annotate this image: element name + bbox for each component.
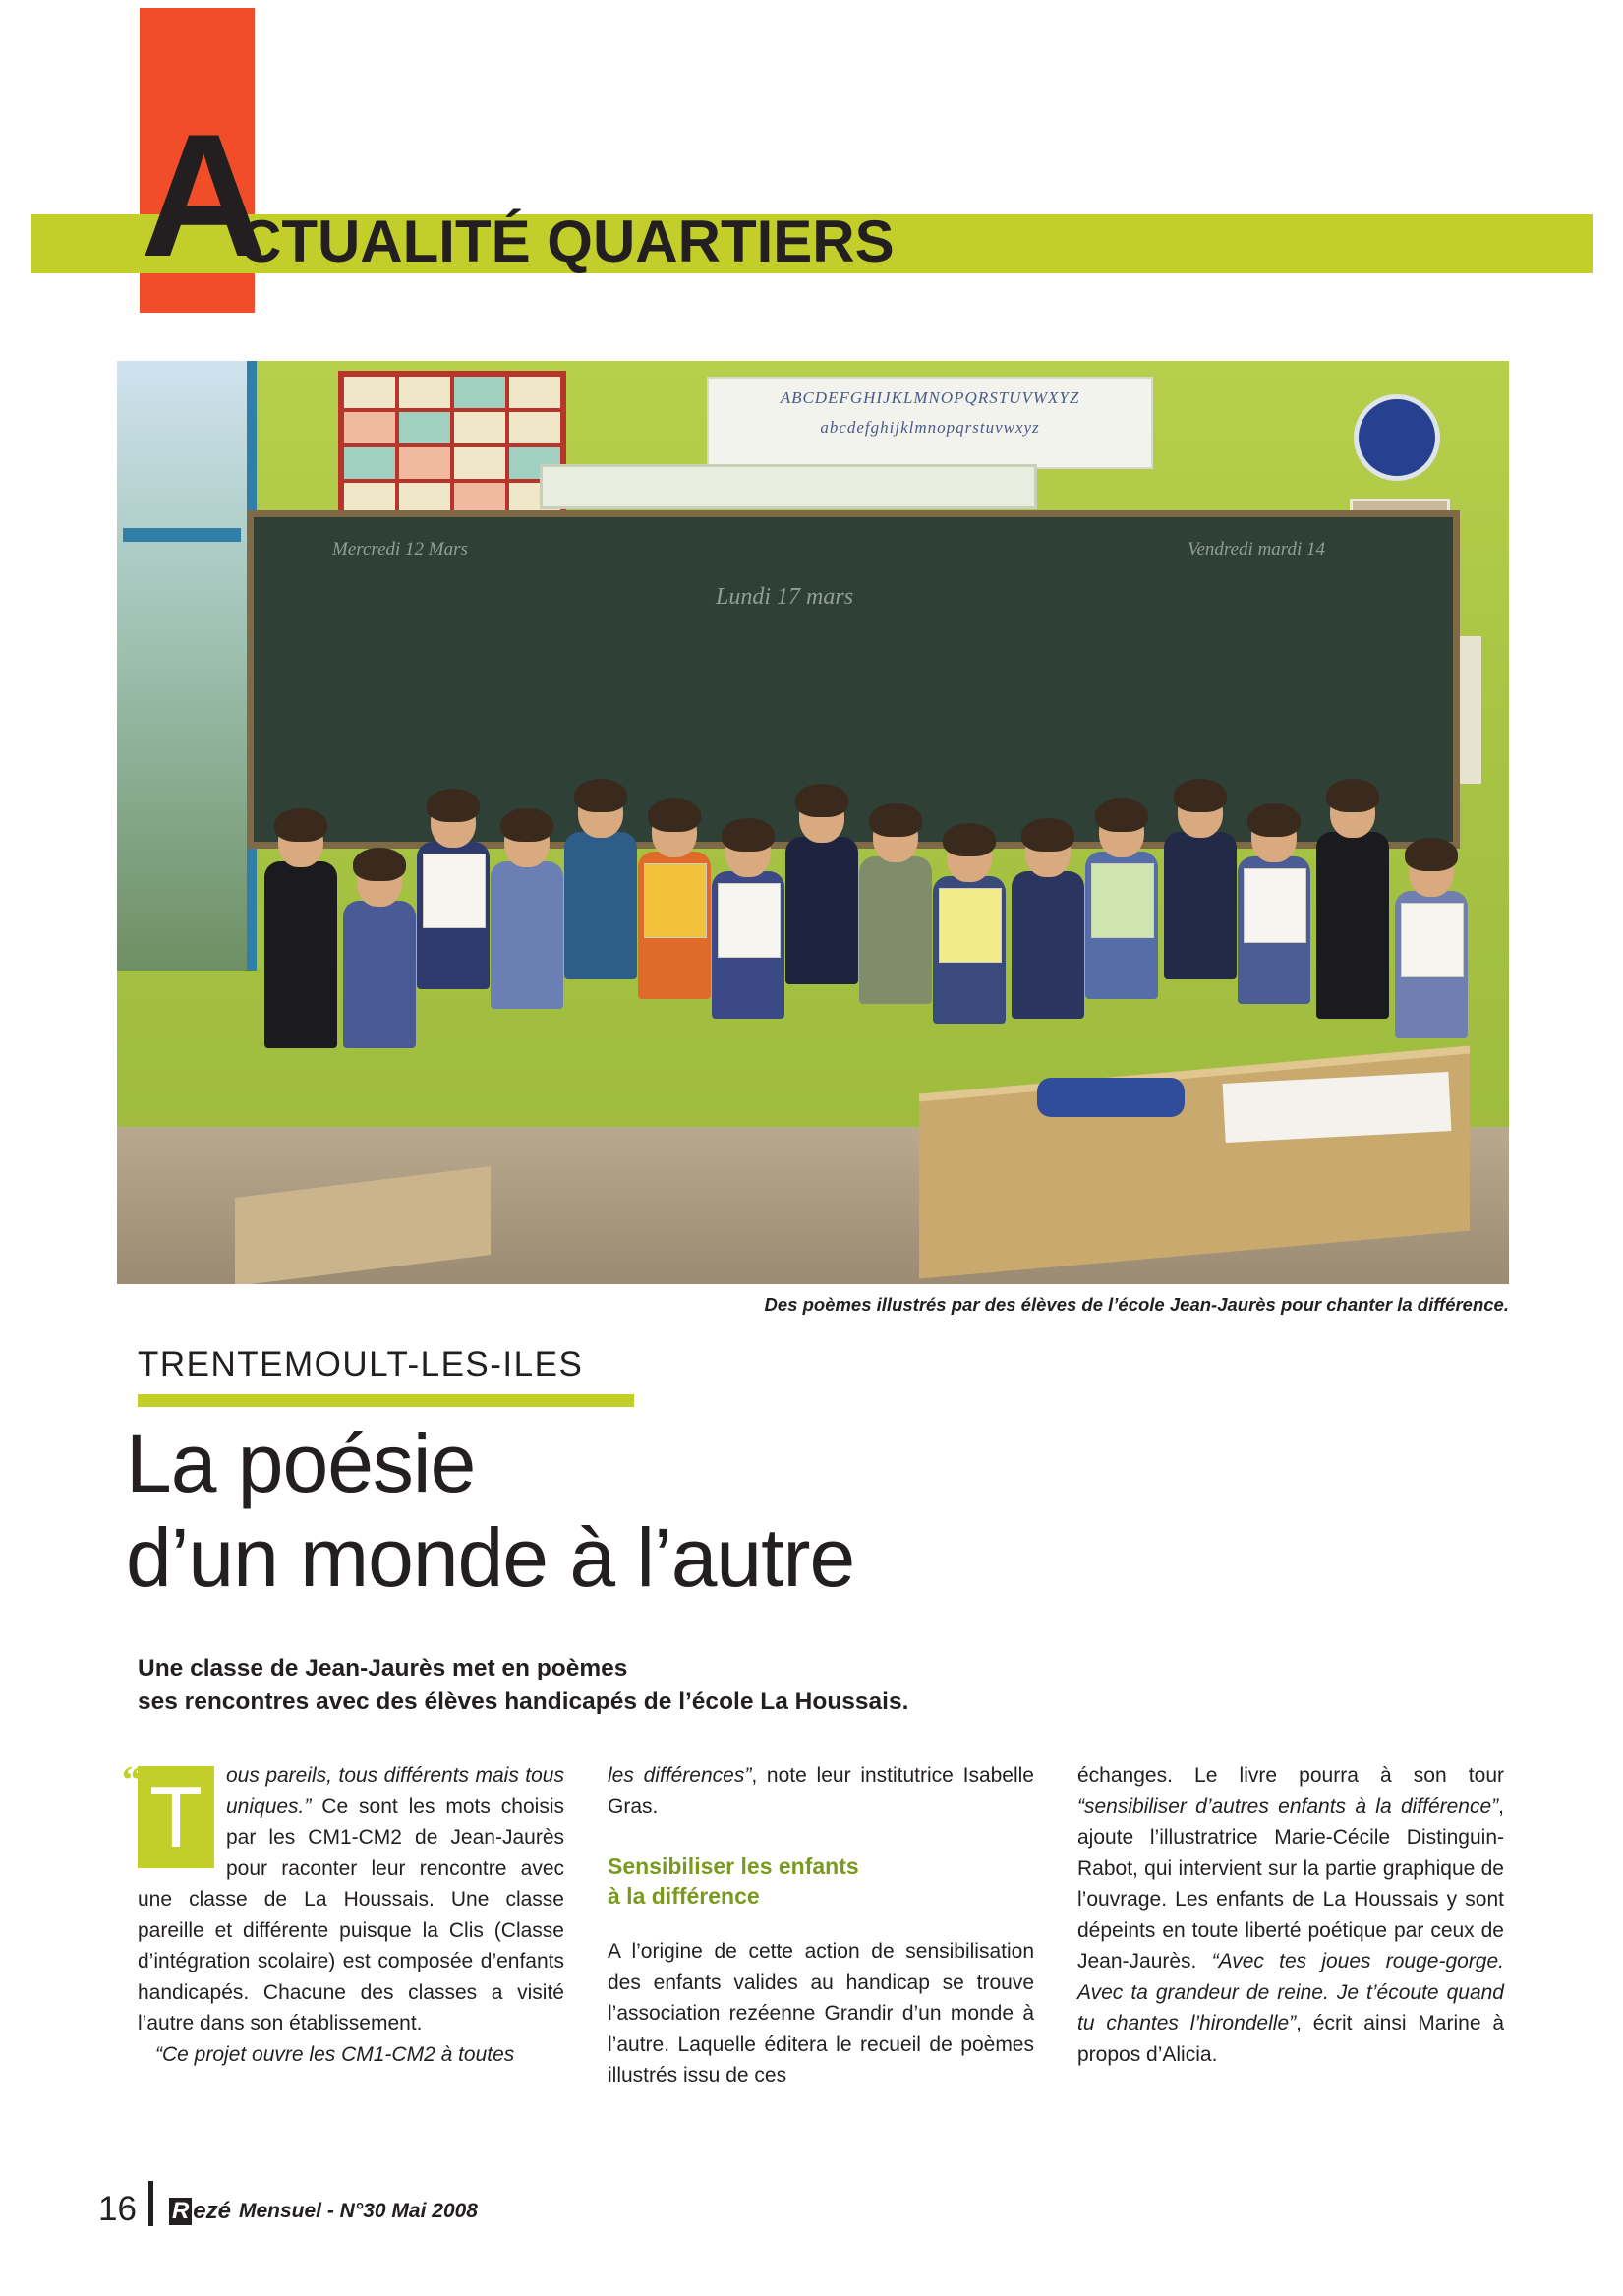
headline-line-2: d’un monde à l’autre: [126, 1511, 855, 1604]
alphabet-poster-lower: abcdefghijklmnopqrstuvwxyz: [820, 418, 1040, 437]
board-top-strip: [540, 464, 1037, 509]
paragraph: [608, 1760, 1034, 1822]
wall-poster-cards: [338, 371, 566, 520]
text-run: , écrit ainsi Marine à propos d’Alicia.: [1077, 2012, 1505, 2066]
article-standfirst: [138, 1652, 1396, 1719]
quote-end: les différences”: [608, 1764, 752, 1787]
wall-clock-icon: [1354, 394, 1440, 481]
photo-caption: Des poèmes illustrés par des élèves de l’école Jean-Jaurès pour chanter la différence.: [764, 1294, 1509, 1315]
paragraph: A l’origine de cette action de sensibilisation des enfants valides au handicap se trouve l’association rezéenne Grandir d’un monde à l’autre. Laquelle éditera le recueil de poèmes illustrés issu de ces: [608, 1940, 1034, 2087]
drop-cap: T: [138, 1766, 214, 1868]
article-kicker: TRENTEMOULT-LES-ILES: [138, 1345, 584, 1383]
subhead-line-2: à la différence: [608, 1883, 760, 1909]
quote-continued: “Ce projet ouvre les CM1-CM2 à toutes: [155, 2042, 515, 2066]
text-run: , ajoute l’illustratrice Marie-Cécile Distinguin-Rabot, qui intervient sur la partie graphique de l’ouvrage. Les enfants de La Houssais y sont dépeints en toute liberté poétique par ceux de Jean-Jaurès.: [1077, 1795, 1504, 1972]
standfirst-line-1: Une classe de Jean-Jaurès met en poèmes: [138, 1655, 628, 1681]
pupil: [417, 796, 490, 989]
opening-quote-mark: “: [122, 1757, 142, 1801]
teacher-left: [264, 816, 337, 1048]
paragraph: [1077, 1760, 1504, 2070]
pupil: [491, 816, 563, 1009]
section-title-rest: CTUALITÉ QUARTIERS: [239, 208, 895, 274]
lead-italic-quote: ous pareils, tous différents mais tous uniques.”: [226, 1764, 564, 1818]
page-title: [126, 1416, 1482, 1605]
blackboard-text-2: Lundi 17 mars: [716, 584, 854, 610]
kicker-underline: [138, 1394, 634, 1407]
page-number: 16: [98, 2190, 137, 2228]
article-column-2: [608, 1760, 1034, 2091]
pupil: [785, 792, 858, 984]
pupil: [638, 806, 711, 999]
footer-divider: [148, 2181, 153, 2226]
text-run: échanges. Le livre pourra à son tour: [1077, 1764, 1504, 1787]
attribution: , note leur institutrice Isabelle Gras.: [608, 1764, 1034, 1818]
standfirst-line-2: ses rencontres avec des élèves handicapés de l’école La Houssais.: [138, 1688, 909, 1715]
pupils-group: [235, 616, 1509, 1166]
masthead: [0, 0, 1623, 334]
page-footer: [98, 2181, 1475, 2226]
brand-rest: ezé: [193, 2198, 231, 2224]
article-body: [122, 1757, 1505, 2091]
pupil: [1085, 806, 1158, 999]
subhead-line-1: Sensibiliser les enfants: [608, 1854, 859, 1879]
lead-rest: Ce sont les mots choisis par les CM1-CM2 de Jean-Jaurès pour raconter leur rencontre avec une classe de La Houssais. Une classe pareille et différente puisque la Clis (Classe d’intégration scolaire) est composée d’enfants handicapés. Chacune des classes a visité l’autre dans son établissement.: [138, 1795, 564, 2034]
pupil: [564, 787, 637, 979]
alphabet-poster-upper: ABCDEFGHIJKLMNOPQRSTUVWXYZ: [780, 388, 1080, 407]
teacher-right: [1316, 787, 1389, 1019]
pupil: [343, 855, 416, 1048]
pupil: [1164, 787, 1237, 979]
quote-poem: “Avec tes joues rouge-gorge. Avec ta grandeur de reine. Je t’écoute quand tu chantes l’hirondelle”: [1077, 1950, 1504, 2034]
section-title-initial: A: [141, 97, 261, 293]
paragraph: [138, 2039, 564, 2071]
pupil: [1395, 846, 1468, 1038]
alphabet-poster: [707, 377, 1153, 469]
section-subhead: [608, 1852, 1034, 1911]
pupil: [1012, 826, 1084, 1019]
publication-issue: Mensuel - N°30 Mai 2008: [238, 2200, 478, 2222]
article-column-1: [122, 1757, 564, 2091]
pupil: [712, 826, 784, 1019]
pupil: [933, 831, 1006, 1024]
brand-initial: R: [169, 2198, 192, 2225]
article-column-3: [1077, 1760, 1504, 2091]
pupil: [1238, 811, 1310, 1004]
pupil: [859, 811, 932, 1004]
blackboard-text-1: Mercredi 12 Mars: [332, 539, 468, 559]
headline-line-1: La poésie: [126, 1417, 476, 1509]
blackboard-text-3: Vendredi mardi 14: [1188, 539, 1326, 559]
photo-illustration: [117, 361, 1509, 1284]
quote-illustrator: “sensibiliser d’autres enfants à la différence”: [1077, 1795, 1499, 1818]
article-photo: [117, 361, 1509, 1284]
publication-brand: [169, 2197, 231, 2226]
